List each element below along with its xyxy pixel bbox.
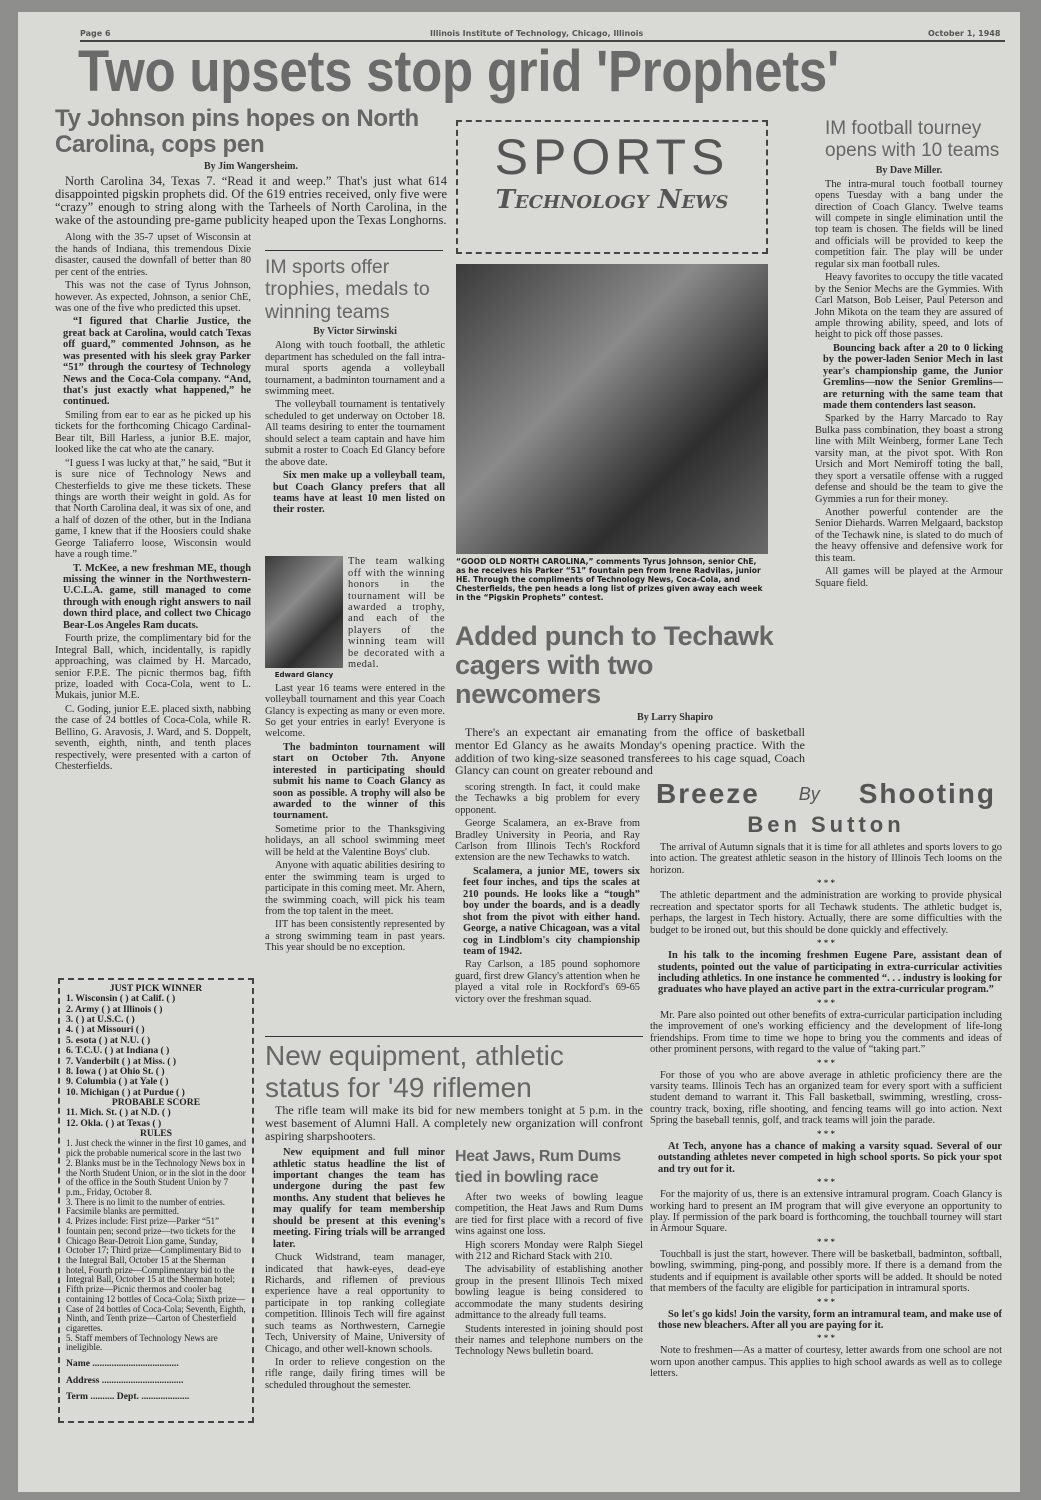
list-item: 4. ( ) at Missouri ( ) <box>66 1024 145 1036</box>
section-separator: * * * <box>817 1236 835 1247</box>
paragraph: IIT has been consistently represented by a strong swimming team in past years. This year should be no exception. <box>265 919 445 954</box>
breeze-shooting-column <box>650 778 1002 1418</box>
paragraph: The rifle team will make its bid for new members tonight at 5 p.m. in the west basement of Alumni Hall. A completely new organization will confront aspiring sharpshooters. <box>265 1104 643 1143</box>
paragraph: At Tech, anyone has a chance of making a varsity squad. Several of our outstanding athletes never competed in high school sports. So pick your spot and try out for it. <box>658 1140 1002 1175</box>
list-item: 11. Mich. St. ( ) at N.D. ( ) <box>66 1107 171 1119</box>
paragraph: So let's go kids! Join the varsity, form an intramural team, and make use of those new bleachers. After all you are paying for it. <box>658 1308 1002 1331</box>
masthead-section: SPORTS <box>494 129 730 185</box>
masthead-paper: Technology News <box>495 185 729 215</box>
paragraph: In order to relieve congestion on the rifle range, daily firing times will be scheduled throughout the semester. <box>265 1357 445 1391</box>
list-item: 9. Columbia ( ) at Yale ( ) <box>66 1076 169 1088</box>
paragraph: The badminton tournament will start on October 7th. Anyone interested in participating should submit his name to Coach Glancy as soon as possible. A trophy will also be awarded to the winner of this tournament. <box>273 741 445 822</box>
pick-title: JUST PICK WINNER <box>109 983 203 994</box>
list-item: 10. Michigan ( ) at Purdue ( ) <box>66 1086 185 1098</box>
list-item: 3. ( ) at U.S.C. ( ) <box>66 1014 135 1026</box>
paragraph: Anyone with aquatic abilities desiring to enter the swimming team is urged to participate in this coming meet. Mr. Ahern, the swimming coach, will pick his team from the top talent in the meet. <box>265 860 445 917</box>
johnson-byline: By Jim Wangersheim. <box>204 160 298 172</box>
sports-masthead <box>456 120 768 254</box>
paragraph: “I figured that Charlie Justice, the great back at Carolina, would catch Texas off guard,” commented Johnson, as he was presented with his sleek gray Parker “51” through the courtesy of Technology News and the Coca-Cola company. “And, that's just exactly what happened,” he continued. <box>63 316 251 408</box>
rifle-article <box>265 1036 643 1448</box>
paragraph: Mr. Pare also pointed out other benefits of extra-curricular participation including the improvement of one's working efficiency and the development of life-long friendships. From time to time we hope to bring you the comments and ideas of other prominent persons, with regard to the value of “taking part.” <box>650 1009 1002 1056</box>
paragraph: For those of you who are above average in athletic proficiency there are the varsity teams. Illinois Tech has an organized team for every sport with a sufficient student demand to warrant it. This Fall basketball, swimming, wrestling, cross-country track, boxing, rifle shooting, and fencing teams will go into action. Next Spring the baseball tennis, golf, and track teams will join the parade. <box>650 1069 1002 1127</box>
list-item: 1. Wisconsin ( ) at Calif. ( ) <box>66 993 176 1005</box>
title-breeze: Breeze <box>656 778 760 809</box>
glancy-photo-block <box>265 556 343 679</box>
bowling-article <box>455 1147 643 1448</box>
paragraph: The arrival of Autumn signals that it is time for all athletes and sports lovers to go into action. The greatest athletic season in the history of Illinois Tech looms on the horizon. <box>650 842 1002 876</box>
im-sports-byline: By Victor Sirwinski <box>313 326 397 338</box>
glancy-photo-caption: Edward Glancy <box>274 671 334 680</box>
johnson-award-photo <box>456 264 768 554</box>
paragraph: scoring strength. In fact, it could make the Techawks a big problem for every opponent. <box>455 781 640 816</box>
title-row <box>650 778 1002 810</box>
list-item: 6. T.C.U. ( ) at Indiana ( ) <box>66 1045 170 1057</box>
title-shooting: Shooting <box>858 778 996 809</box>
paragraph: For the majority of us, there is an extensive intramural program. Coach Glancy is working hard to present an IM program that will give everyone an opportunity to play. If permission of the park board is forthcoming, the touchball tourney will start in Armour Square. <box>650 1189 1002 1235</box>
paragraph: The team walking off with the winning honors in the tournament will be awarded a trophy, and each of the players of the winning team will be decorated with a medal. <box>348 556 445 671</box>
cagers-headline: Added punch to Techawk cagers with two newcomers <box>455 622 774 710</box>
cagers-byline: By Larry Shapiro <box>637 712 713 724</box>
term-dept-field[interactable]: Term .......... Dept. .................... <box>66 1390 190 1402</box>
list-item: 2. Blanks must be in the Technology News box in the North Student Union, or in the slot in the door of the office in the South Student Union by 7 p.m., Friday, October 8. <box>66 1157 246 1197</box>
paragraph: High scorers Monday were Ralph Siegel with 212 and Richard Stack with 210. <box>455 1239 643 1262</box>
paragraph: Touchball is just the start, however. There will be basketball, badminton, softball, bowling, swimming, ping-pong, and possibly more. If there is a demand from the students and if equipment is available other sports will be added. It should be noted that members of the faculty are eligible for participation in intramural sports. <box>650 1248 1002 1295</box>
edward-glancy-photo <box>265 556 343 668</box>
list-item: 2. Army ( ) at Illinois ( ) <box>66 1003 163 1015</box>
paragraph: Chuck Widstrand, team manager, indicated that hawk-eyes, dead-eye Richards, and riflemen of previous experience have a real opportunity to participate in top ranking collegiate competition. Illinois Tech will fire against such teams as Northwestern, Carnegie Tech, University of Maine, University of Chicago, and other well-known schools. <box>265 1252 445 1355</box>
paragraph: After two weeks of bowling league competition, the Heat Jaws and Rum Dums are tied for first place with a record of five wins against one loss. <box>455 1191 643 1238</box>
name-field[interactable]: Name .................................... <box>66 1358 179 1370</box>
paragraph: Scalamera, a junior ME, towers six feet four inches, and tips the scales at 210 pounds. He looks like a “tough” boy under the boards, and is a deadly shot from the pivot with either hand. George, a native Chicagoan, was a vital cog in Lindblom's city championship team of 1942. <box>463 865 640 957</box>
im-sports-article <box>265 250 445 1032</box>
list-item: 4. Prizes include: First prize—Parker “51” fountain pen; second prize—two tickets for the Chicago Bear-Detroit Lion game, Sunday, October 17; Third prize—Complimentary Bid to the Integral Ball, October 15 at the Sherman hotel, Fourth prize—Complimentary bid to the Integral Ball, October 15 at the Sherman hotel; Fifth prize—Picnic thermos and cooler bag containing 12 bottles of Coca-Cola; Sixth prize—Case of 24 bottles of Coca-Cola; Seventh, Eighth, Ninth, and Tenth prize—Carton of Chesterfield cigarettes. <box>66 1216 246 1334</box>
im-sports-body-2 <box>265 683 445 1032</box>
paragraph: Ray Carlson, a 185 pound sophomore guard, first drew Glancy's attention when he played a vital role in Rockford's 69-65 victory over the freshman squad. <box>455 959 640 1005</box>
football-byline: By Dave Miller. <box>875 164 943 176</box>
paragraph: Sometime prior to the Thanksgiving holidays, an all school swimming meet will be held at the Valentine Boys' club. <box>265 823 445 858</box>
list-item: 12. Okla. ( ) at Texas ( ) <box>66 1117 162 1129</box>
list-item: 7. Vanderbilt ( ) at Miss. ( ) <box>66 1055 177 1067</box>
football-headline: IM football tourney opens with 10 teams <box>825 118 1000 161</box>
johnson-body <box>55 232 251 966</box>
score-games-list <box>66 1108 246 1129</box>
divider <box>265 1036 643 1037</box>
breeze-shooting-title <box>650 778 1002 842</box>
paragraph: T. McKee, a new freshman ME, though missing the winner in the Northwestern-U.C.L.A. game, still managed to come through with enough right answers to nail down third place, and collect two Chicago Bear-Los Angeles Ram ducats. <box>63 562 251 631</box>
list-item: 1. Just check the winner in the first 10 games, and pick the probable numerical score in the last two <box>66 1138 246 1159</box>
column-author: Ben Sutton <box>747 812 905 837</box>
paragraph: George Scalamera, an ex-Brave from Bradley University in Peoria, and Ray Carlson from Illinois Tech's Rockford extension are the new Techawks to watch. <box>455 818 640 864</box>
page-number: Page 6 <box>80 29 111 38</box>
paragraph: There's an expectant air emanating from the office of basketball mentor Ed Glancy as he awaits Monday's opening practice. With the addition of two king-size seasoned transferees to his cage squad, Coach Glancy can count on greater rebound and <box>455 726 805 778</box>
section-separator: * * * <box>817 1333 835 1344</box>
cagers-intro <box>455 726 805 778</box>
section-separator: * * * <box>817 878 835 889</box>
address-field[interactable]: Address .................................. <box>66 1374 184 1386</box>
divider <box>265 250 443 251</box>
paragraph: Bouncing back after a 20 to 0 licking by the power-laden Senior Mech in last year's championship game, the Junior Gremlins—now the Senior Gremlins—are returning with the same team that made them contenders last season. <box>823 342 1003 411</box>
johnson-intro <box>55 175 447 230</box>
rifle-bowling-row <box>265 1147 643 1448</box>
list-item: 5. Staff members of Technology News are ineligible. <box>66 1332 218 1353</box>
rifle-intro <box>265 1104 643 1144</box>
glancy-photo-row <box>265 556 445 679</box>
rules-title: RULES <box>140 1128 172 1140</box>
paragraph: The athletic department and the administration are working to provide physical recreation and spectator sports for all Techawk students. The athletic budget is, perhaps, the largest in Tech history. Actually, there are some difficulties with the budget to be ironed out, but this should be done quickly and effectively. <box>650 890 1002 936</box>
list-item: 5. esota ( ) at N.U. ( ) <box>66 1034 151 1046</box>
paragraph: The volleyball tournament is tentatively scheduled to get underway on October 18. All teams desiring to enter the tournament should select a team captain and have him submit a roster to Coach Ed Glancy before the above date. <box>265 399 445 468</box>
section-separator: * * * <box>817 1177 835 1188</box>
paragraph: Along with touch football, the athletic department has scheduled on the fall intra-mural sports agenda a volleyball tournament, a badminton tournament and a swimming meet. <box>265 340 445 398</box>
paragraph: Six men make up a volleyball team, but Coach Glancy prefers that all teams have at least 10 men listed on their roster. <box>273 470 445 516</box>
title-by: By <box>798 783 820 804</box>
paragraph: North Carolina 34, Texas 7. “Read it and weep.” That's just what 614 disappointed pigskin prophets did. Of the 619 entries received, only five were “crazy” enough to string along with the Tarheels of North Carolina, in the wake of the astounding pre-game publicity heaped upon the Texas Longhorns. <box>55 174 447 228</box>
paragraph: “I guess I was lucky at that,” he said, “But it is sure nice of Technology News and Chesterfields to give me these tickets. These things are worth their weight in gold. As for that North Carolina deal, it was six of one, and a half of dozen of the other, but in the Indiana game, I knew that if the Hoosiers could shake George Taliaferro loose, Wisconsin would have a rough time.” <box>55 457 251 561</box>
issue-date: October 1, 1948 <box>928 29 1001 38</box>
rifle-headline: New equipment, athletic status for '49 riflemen <box>265 1040 564 1104</box>
photo-caption: “GOOD OLD NORTH CAROLINA,” comments Tyrus Johnson, senior ChE, as he receives his Parker “51” fountain pen from Irene Radvilas, junior HE. Through the compliments of Technology News, Coca-Cola, and Chesterfields, the pen heads a long list of prizes given away each week in the “Pigskin Prophets” contest. <box>456 557 763 603</box>
im-sports-wrap-text <box>348 556 445 679</box>
banner-wrap <box>78 42 1013 106</box>
paragraph: All games will be played at the Armour Square field. <box>815 566 1003 589</box>
paragraph: Note to freshmen—As a matter of courtesy, letter awards from one school are not worn upon another campus. This applies to high school awards as well as to college letters. <box>650 1345 1002 1380</box>
section-separator: * * * <box>817 1296 835 1307</box>
list-item: 8. Iowa ( ) at Ohio St. ( ) <box>66 1065 165 1077</box>
im-sports-headline: IM sports offer trophies, medals to winning teams <box>265 256 430 323</box>
rules-list <box>66 1139 246 1353</box>
paragraph: The intra-mural touch football tourney opens Tuesday with a bang under the direction of Coach Glancy. Twelve teams will compete in single elimination until the top team is chosen. The fields will be lined and officials will be provided to keep the competition fair. The play will be under regular six man football rules. <box>815 178 1003 270</box>
paragraph: Heavy favorites to occupy the title vacated by the Senior Mechs are the Gymmies. With Carl Matson, Bob Leiser, Paul Peterson and John Mikota on the team they are assured of ample throwing ability, speed, and lots of height to pick off those passes. <box>815 272 1003 341</box>
page-banner-headline: Two upsets stop grid 'Prophets' <box>78 42 839 104</box>
section-separator: * * * <box>817 938 835 949</box>
paragraph: The advisability of establishing another group in the present Illinois Tech mixed bowling league is being considered to accommodate the many students desiring admittance to the already full teams. <box>455 1264 643 1322</box>
paragraph: This was not the case of Tyrus Johnson, however. As expected, Johnson, a senior ChE, was one of the five who predicted this upset. <box>55 280 251 314</box>
im-sports-body <box>265 340 445 552</box>
paragraph: Students interested in joining should post their names and telephone numbers on the Technology News bulletin board. <box>455 1323 643 1358</box>
johnson-headline: Ty Johnson pins hopes on North Carolina, cops pen <box>55 106 419 158</box>
pick-winner-entry-form[interactable] <box>58 978 254 1423</box>
publisher-line: Illinois Institute of Technology, Chicago, Illinois <box>430 29 644 38</box>
bowling-headline: Heat Jaws, Rum Dums tied in bowling race <box>455 1148 621 1186</box>
paragraph: C. Goding, junior E.E. placed sixth, nabbing the case of 24 bottles of Coca-Cola, while R. Bellino, G. Aravosis, J. Ward, and S. Doppelt, seventh, eighth, ninth, and tenth places respectively, were presented with a carton of Chesterfields. <box>55 703 251 772</box>
section-separator: * * * <box>817 1057 835 1068</box>
paragraph: Sparked by the Harry Marcado to Ray Bulka pass combination, they boast a strong line with Milt Weinberg, former Lane Tech varsity man, at the pivot spot. With Ron Ursich and Mort Nemiroff toting the ball, they sport a versatile offense with a rugged defense and should be the team to give the Gymmies a run for their money. <box>815 413 1003 505</box>
paragraph: Another powerful contender are the Senior Diehards. Warren Melgaard, backstop of the Techawk nine, is slated to do much of the heavy offensive and defensive work for this team. <box>815 506 1003 564</box>
paragraph: Last year 16 teams were entered in the volleyball tournament and this year Coach Glancy is expecting as many or even more. So get your entries in early! Everyone is welcome. <box>265 682 445 740</box>
bowling-body <box>455 1192 643 1448</box>
cagers-body <box>455 782 640 1034</box>
section-separator: * * * <box>817 1128 835 1139</box>
rifle-body <box>265 1147 445 1448</box>
paragraph: In his talk to the incoming freshmen Eugene Pare, assistant dean of students, pointed out the value of participating in extra-curricular activities including athletics. In one instance he commented “. . . industry is looking for graduates who have played an active part in the extra-curricular program.” <box>658 950 1002 996</box>
column-body <box>650 842 1002 1418</box>
paragraph: Fourth prize, the complimentary bid for the Integral Ball, which, incidentally, is rapidly approaching, was claimed by H. Marcado, senior F.P.E. The picnic thermos bag, fifth prize, loaded with Coca-Cola, went to L. Mukais, junior M.E. <box>55 633 251 702</box>
paragraph: Smiling from ear to ear as he picked up his tickets for the forthcoming Chicago Cardinal-Bear tilt, Bill Harless, a junior B.E. major, looked like the cat who ate the canary. <box>55 409 251 456</box>
paragraph: Along with the 35-7 upset of Wisconsin at the hands of Indiana, this tremendous Dixie disaster, caused the downfall of better than 80 per cent of the entries. <box>55 232 251 278</box>
section-separator: * * * <box>817 997 835 1008</box>
paragraph: New equipment and full minor athletic status headline the list of important changes the team has undergone during the past few months. Any student that believes he may qualify for team membership should be present at this evening's meeting. Firing trials will be arranged later. <box>273 1147 445 1250</box>
list-item: 3. There is no limit to the number of entries. Facsimile blanks are permitted. <box>66 1196 226 1217</box>
score-title: PROBABLE SCORE <box>111 1096 201 1108</box>
pick-games-list <box>66 994 246 1098</box>
